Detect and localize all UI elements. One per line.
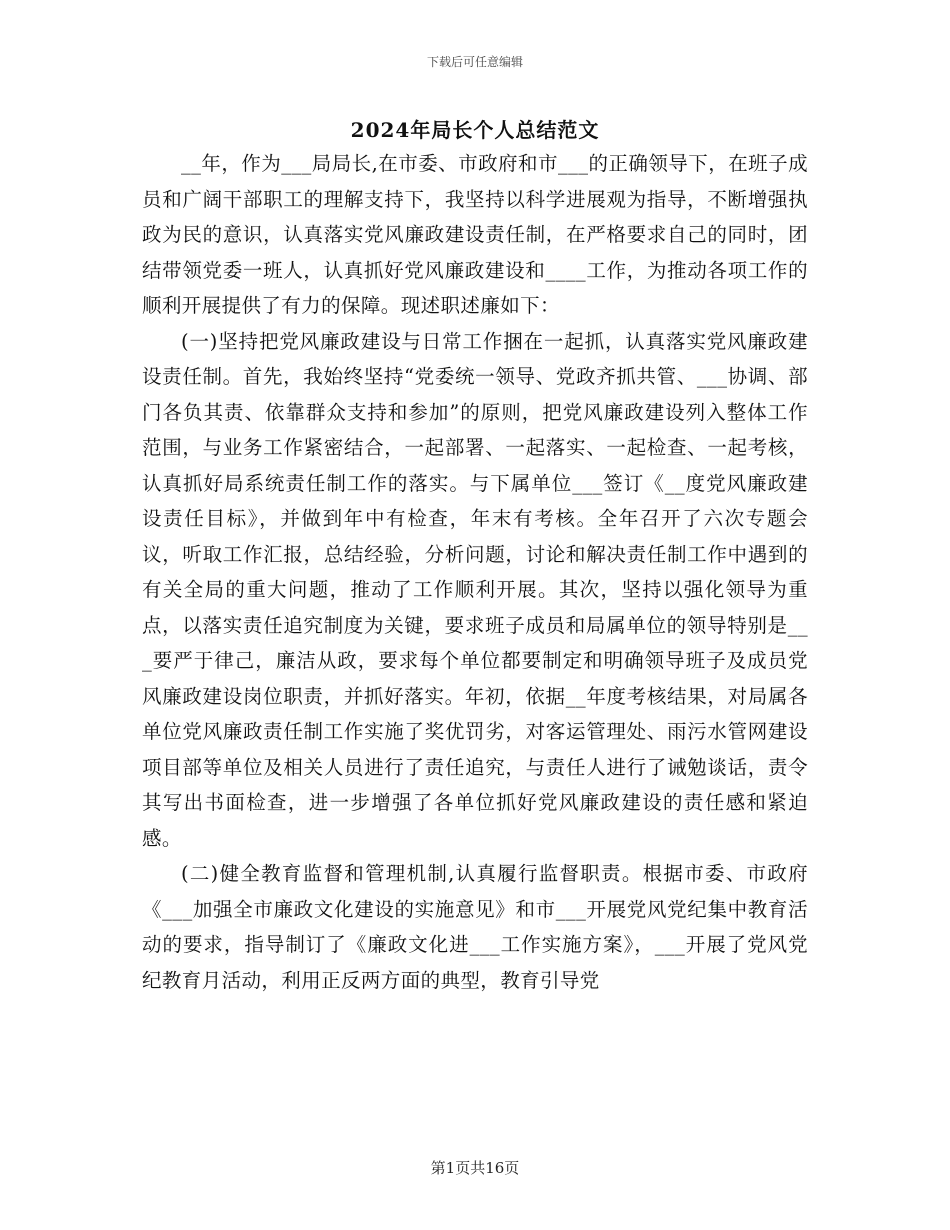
page-number-footer: 第1页共16页 — [430, 1159, 520, 1177]
page-header-note: 下载后可任意编辑 — [426, 55, 523, 69]
body-paragraph-3: (二)健全教育监督和管理机制,认真履行监督职责。根据市委、市政府《___加强全市廉政文化建设的实施意见》和市___开展党风党纪集中教育活动的要求，指导制订了《廉政文化进___工作实施方案》，___开展了党风党纪教育月活动，利用正反两方面的典型，教育引导党 — [142, 862, 808, 992]
body-paragraph-1: __年，作为___局局长,在市委、市政府和市___的正确领导下，在班子成员和广阔干部职工的理解支持下，我坚持以科学进展观为指导，不断增强执政为民的意识，认真落实党风廉政建设责任制，在严格要求自己的同时，团结带领党委一班人，认真抓好党风廉政建设和____工作，为推动各项工作的顺利开展提供了有力的保障。现述职述廉如下： — [142, 152, 808, 317]
body-paragraph-2: (一)坚持把党风廉政建设与日常工作捆在一起抓，认真落实党风廉政建设责任制。首先，我始终坚持“党委统一领导、党政齐抓共管、___协调、部门各负其责、依靠群众支持和参加”的原则，把党风廉政建设列入整体工作范围，与业务工作紧密结合，一起部署、一起落实、一起检查、一起考核，认真抓好局系统责任制工作的落实。与下属单位___签订《__度党风廉政建设责任目标》，并做到年中有检查，年末有考核。全年召开了六次专题会议，听取工作汇报，总结经验，分析问题，讨论和解决责任制工作中遇到的有关全局的重大问题，推动了工作顺利开展。其次，坚持以强化领导为重点，以落实责任追究制度为关键，要求班子成员和局属单位的领导特别是___要严于律己，廉洁从政，要求每个单位都要制定和明确领导班子及成员党风廉政建设岗位职责，并抓好落实。年初，依据__年度考核结果，对局属各单位党风廉政责任制工作实施了奖优罚劣，对客运管理处、雨污水管网建设项目部等单位及相关人员进行了责任追究，与责任人进行了诫勉谈话，责令其写出书面检查，进一步增强了各单位抓好党风廉政建设的责任感和紧迫感。 — [142, 329, 808, 850]
document-title: 2024年局长个人总结范文 — [350, 118, 600, 142]
document-body — [142, 146, 808, 998]
